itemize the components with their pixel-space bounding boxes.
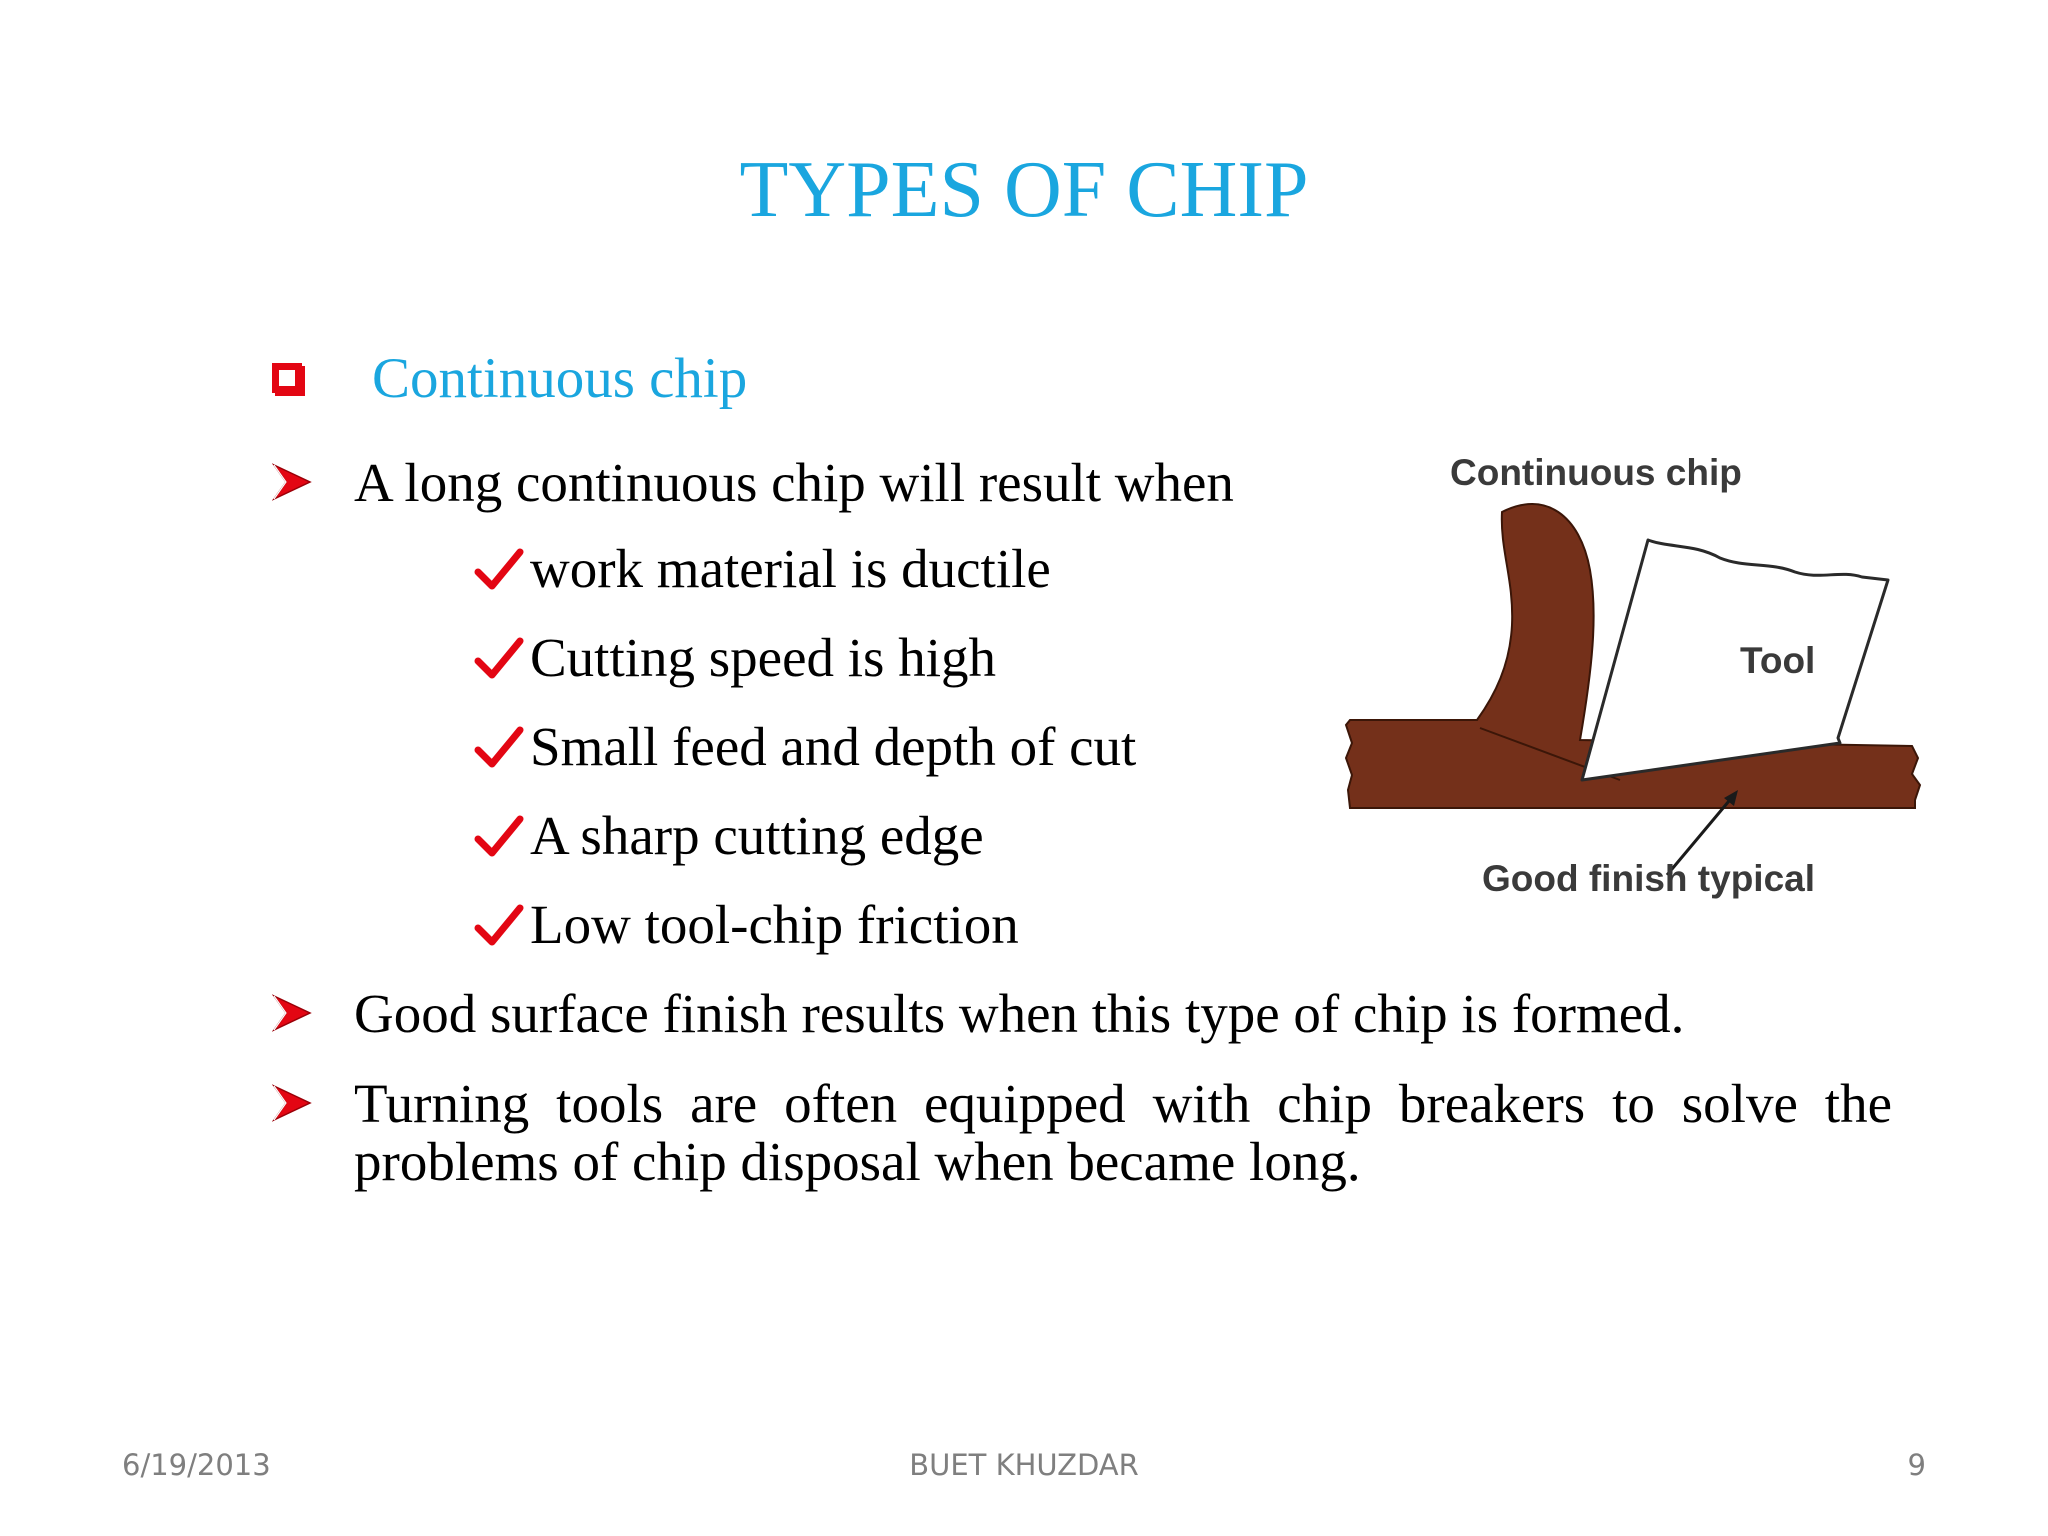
bullet-item xyxy=(272,454,1234,512)
condition-item xyxy=(474,629,996,687)
subheading xyxy=(272,338,747,418)
checkmark-icon xyxy=(474,546,524,592)
condition-item xyxy=(474,896,1019,954)
bullet-item xyxy=(272,1075,1892,1191)
condition-item xyxy=(474,807,984,865)
subheading-text: Continuous chip xyxy=(372,346,748,410)
bullet-text: A long continuous chip will result when xyxy=(354,452,1234,513)
bullet-item xyxy=(272,985,1684,1043)
condition-text: Small feed and depth of cut xyxy=(530,716,1137,777)
label-good-finish: Good finish typical xyxy=(1482,858,1816,899)
arrow-bullet-icon xyxy=(272,993,312,1033)
footer-page-number: 9 xyxy=(1907,1448,1926,1482)
footer-date: 6/19/2013 xyxy=(122,1448,271,1482)
condition-text: A sharp cutting edge xyxy=(530,805,984,866)
chip-diagram-graphic xyxy=(1340,440,1960,920)
arrow-bullet-icon xyxy=(272,462,312,502)
footer-center: BUET KHUZDAR xyxy=(909,1448,1139,1482)
checkmark-icon xyxy=(474,902,524,948)
label-tool: Tool xyxy=(1740,640,1816,681)
checkmark-icon xyxy=(474,813,524,859)
continuous-chip-diagram xyxy=(1340,440,1960,920)
checkmark-icon xyxy=(474,635,524,681)
square-bullet-icon xyxy=(272,363,302,393)
condition-text: Low tool-chip friction xyxy=(530,894,1019,955)
condition-text: work material is ductile xyxy=(530,538,1051,599)
label-continuous-chip: Continuous chip xyxy=(1450,452,1742,493)
condition-item xyxy=(474,718,1136,776)
checkmark-icon xyxy=(474,724,524,770)
arrow-bullet-icon xyxy=(272,1083,312,1123)
slide-title: TYPES OF CHIP xyxy=(739,146,1309,234)
bullet-text: Turning tools are often equipped with chip breakers to solve the problems of chip disposal when became long. xyxy=(354,1073,1892,1192)
condition-item xyxy=(474,540,1051,598)
bullet-text: Good surface finish results when this type of chip is formed. xyxy=(354,983,1685,1044)
condition-text: Cutting speed is high xyxy=(530,627,996,688)
